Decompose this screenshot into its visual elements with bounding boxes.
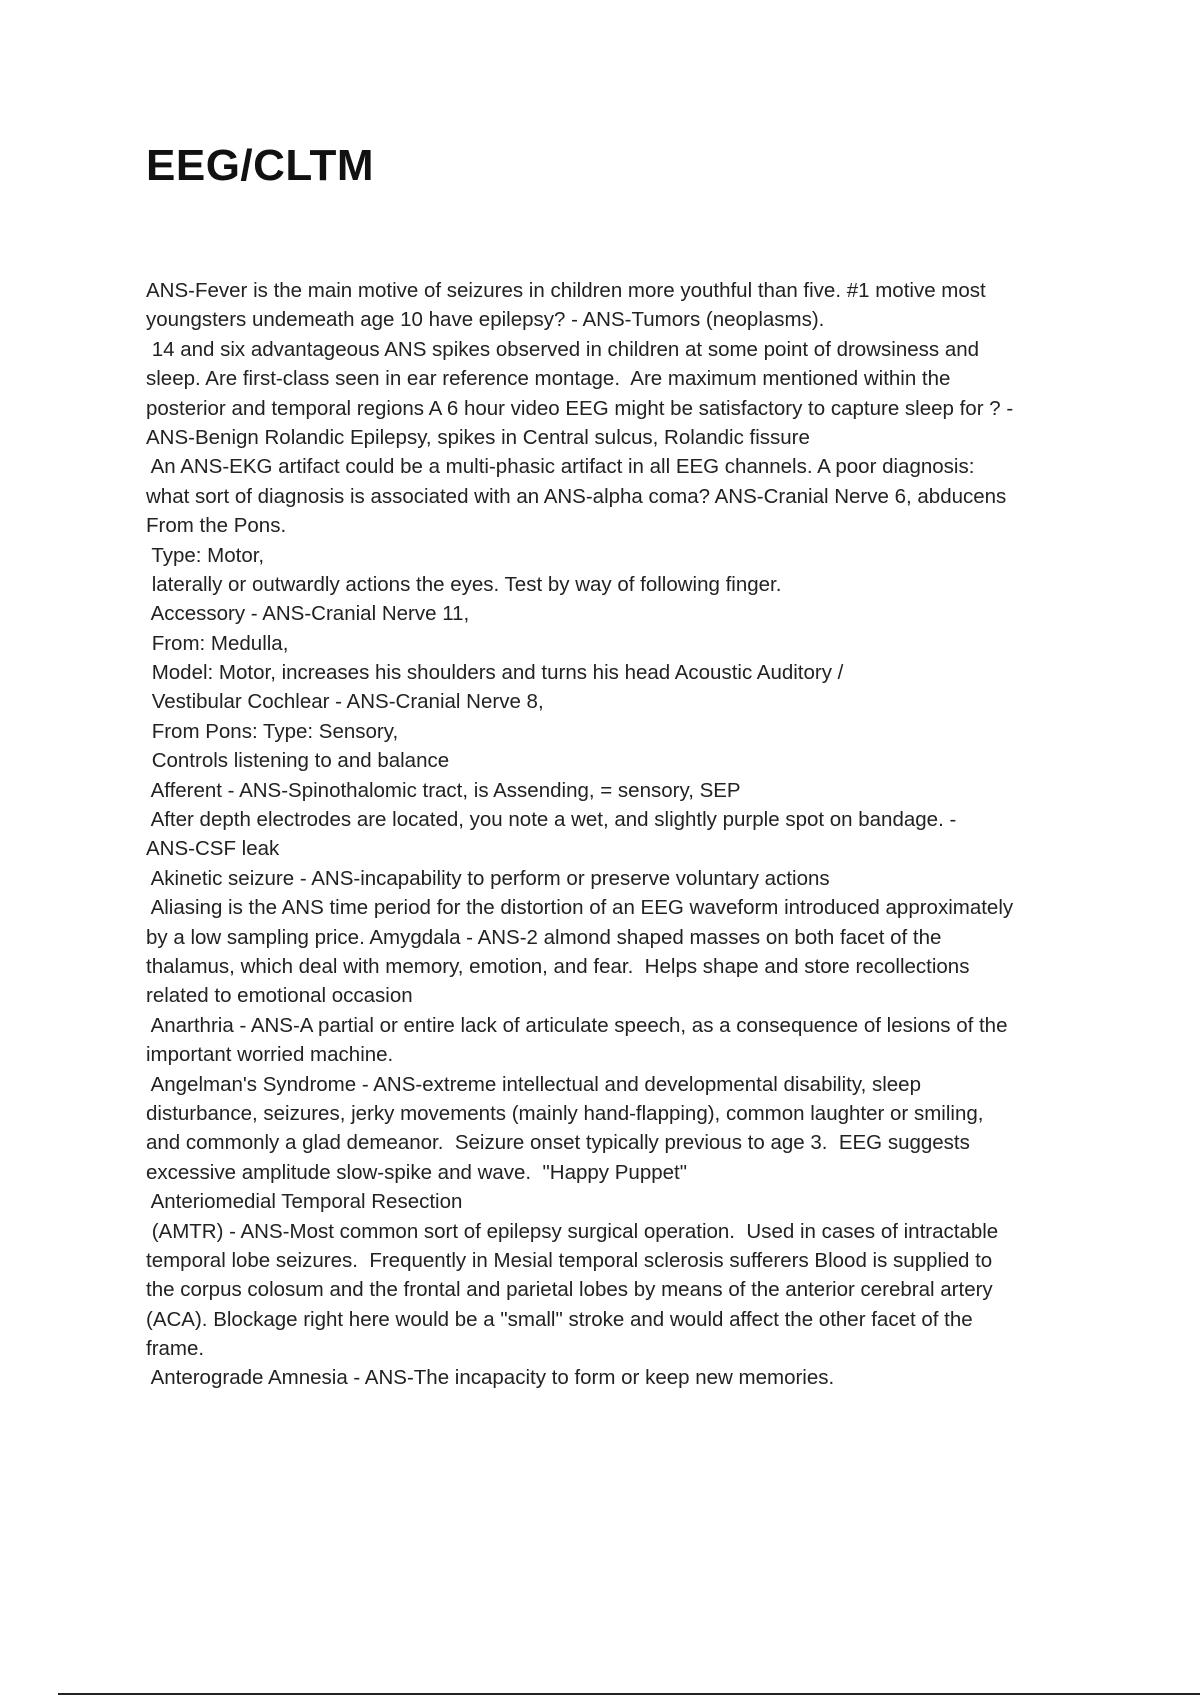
text-line: (ACA). Blockage right here would be a "small" stroke and would affect the other facet of the [146, 1307, 973, 1331]
text-line: From the Pons. [146, 514, 287, 538]
text-line: Afferent - ANS-Spinothalomic tract, is Assending, = sensory, SEP [146, 778, 741, 802]
text-line: the corpus colosum and the frontal and parietal lobes by means of the anterior cerebral artery [146, 1278, 993, 1302]
text-line: posterior and temporal regions A 6 hour video EEG might be satisfactory to capture sleep for ? - [146, 396, 1014, 420]
text-line: important worried machine. [146, 1043, 394, 1067]
text-line: frame. [146, 1337, 205, 1361]
text-line: youngsters undemeath age 10 have epilepsy? - ANS-Tumors (neoplasms). [146, 308, 825, 332]
text-line: Type: Motor, [146, 543, 265, 567]
text-line: An ANS-EKG artifact could be a multi-phasic artifact in all EEG channels. A poor diagnosis: [146, 455, 975, 479]
text-line: ANS-CSF leak [146, 837, 280, 861]
text-line: Anteriomedial Temporal Resection [146, 1190, 463, 1214]
text-line: Angelman's Syndrome - ANS-extreme intellectual and developmental disability, sleep [146, 1072, 921, 1096]
text-line: sleep. Are first-class seen in ear reference montage. Are maximum mentioned within the [146, 367, 951, 391]
text-line: (AMTR) - ANS-Most common sort of epilepsy surgical operation. Used in cases of intractable [146, 1219, 999, 1243]
text-line: Akinetic seizure - ANS-incapability to perform or preserve voluntary actions [146, 866, 830, 890]
text-line: Accessory - ANS-Cranial Nerve 11, [146, 602, 470, 626]
footer-divider [58, 1693, 1200, 1695]
text-line: by a low sampling price. Amygdala - ANS-2 almond shaped masses on both facet of the [146, 925, 942, 949]
text-line: disturbance, seizures, jerky movements (mainly hand-flapping), common laughter or smiling, [146, 1101, 984, 1125]
text-line: From: Medulla, [146, 631, 289, 655]
text-line: Aliasing is the ANS time period for the distortion of an EEG waveform introduced approximately [146, 896, 1014, 920]
page-title: EEG/CLTM [146, 141, 375, 190]
text-line: excessive amplitude slow-spike and wave. "Happy Puppet" [146, 1160, 687, 1184]
text-line: Model: Motor, increases his shoulders and turns his head Acoustic Auditory / [146, 661, 844, 685]
document-body [146, 276, 1096, 1393]
text-line: thalamus, which deal with memory, emotion, and fear. Helps shape and store recollections [146, 954, 970, 978]
text-line: Controls listening to and balance [146, 749, 450, 773]
text-line: and commonly a glad demeanor. Seizure onset typically previous to age 3. EEG suggests [146, 1131, 970, 1155]
text-line: related to emotional occasion [146, 984, 413, 1008]
text-line: 14 and six advantageous ANS spikes observed in children at some point of drowsiness and [146, 337, 980, 361]
text-line: From Pons: Type: Sensory, [146, 719, 399, 743]
text-line: laterally or outwardly actions the eyes. Test by way of following finger. [146, 572, 782, 596]
text-line: Anarthria - ANS-A partial or entire lack of articulate speech, as a consequence of lesions of the [146, 1013, 1008, 1037]
text-line: Vestibular Cochlear - ANS-Cranial Nerve 8, [146, 690, 544, 714]
text-line: Anterograde Amnesia - ANS-The incapacity to form or keep new memories. [146, 1366, 835, 1390]
text-line: what sort of diagnosis is associated with an ANS-alpha coma? ANS-Cranial Nerve 6, abducens [146, 484, 1007, 508]
text-line: temporal lobe seizures. Frequently in Mesial temporal sclerosis sufferers Blood is supplied to [146, 1248, 993, 1272]
text-line: ANS-Benign Rolandic Epilepsy, spikes in Central sulcus, Rolandic fissure [146, 425, 810, 449]
text-line: ANS-Fever is the main motive of seizures in children more youthful than five. #1 motive most [146, 279, 986, 302]
text-line: After depth electrodes are located, you note a wet, and slightly purple spot on bandage. - [146, 808, 957, 832]
